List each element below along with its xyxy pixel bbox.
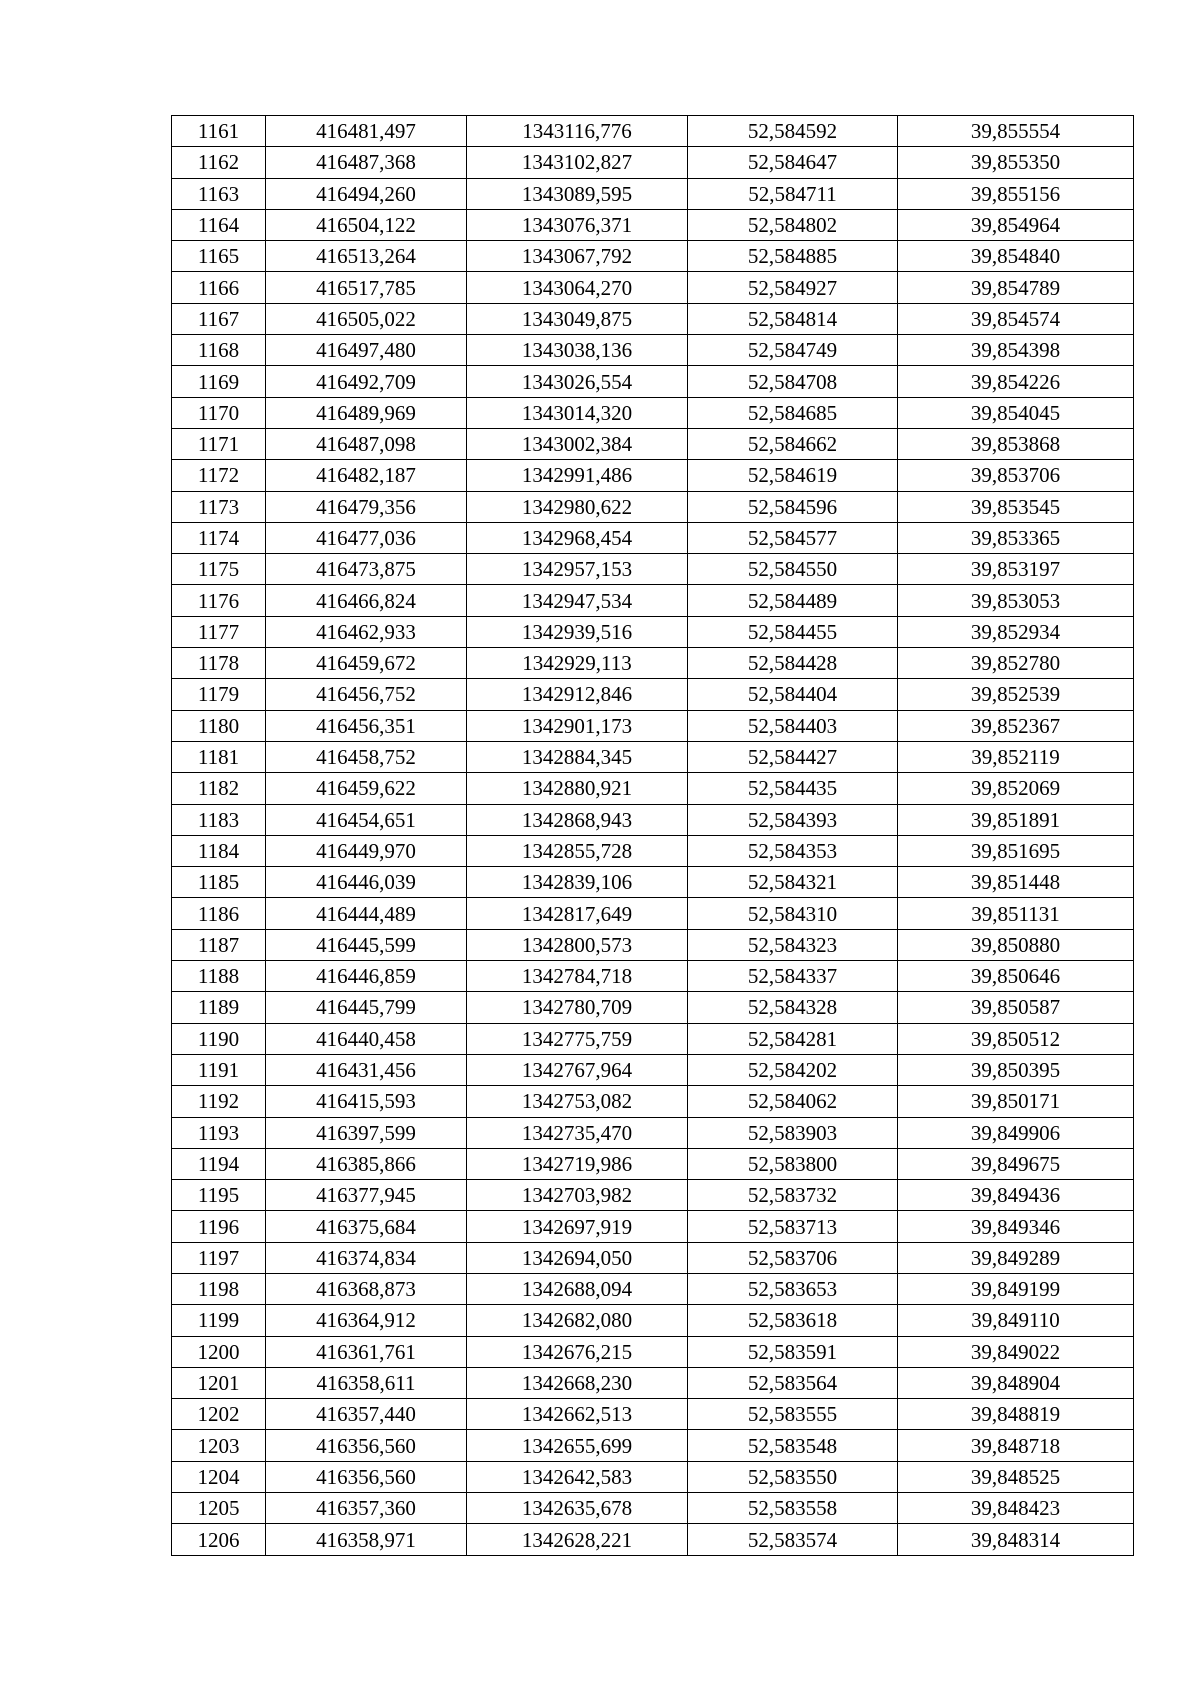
latitude-cell: 52,584927	[688, 272, 898, 303]
y-coordinate-cell: 1343064,270	[467, 272, 688, 303]
longitude-cell: 39,849289	[898, 1242, 1134, 1273]
y-coordinate-cell: 1343038,136	[467, 335, 688, 366]
x-coordinate-cell: 416444,489	[266, 898, 467, 929]
latitude-cell: 52,584393	[688, 804, 898, 835]
x-coordinate-cell: 416377,945	[266, 1180, 467, 1211]
latitude-cell: 52,583903	[688, 1117, 898, 1148]
longitude-cell: 39,849110	[898, 1305, 1134, 1336]
x-coordinate-cell: 416504,122	[266, 209, 467, 240]
y-coordinate-cell: 1342753,082	[467, 1086, 688, 1117]
y-coordinate-cell: 1342784,718	[467, 961, 688, 992]
latitude-cell: 52,583574	[688, 1524, 898, 1555]
longitude-cell: 39,853365	[898, 522, 1134, 553]
x-coordinate-cell: 416446,039	[266, 867, 467, 898]
x-coordinate-cell: 416492,709	[266, 366, 467, 397]
table-row	[172, 961, 1134, 992]
point-number-cell: 1185	[172, 867, 266, 898]
latitude-cell: 52,583550	[688, 1461, 898, 1492]
x-coordinate-cell: 416358,971	[266, 1524, 467, 1555]
longitude-cell: 39,854964	[898, 209, 1134, 240]
table-row	[172, 1242, 1134, 1273]
x-coordinate-cell: 416368,873	[266, 1273, 467, 1304]
point-number-cell: 1175	[172, 554, 266, 585]
longitude-cell: 39,854045	[898, 397, 1134, 428]
point-number-cell: 1200	[172, 1336, 266, 1367]
y-coordinate-cell: 1343076,371	[467, 209, 688, 240]
table-row	[172, 773, 1134, 804]
table-row	[172, 1305, 1134, 1336]
table-row	[172, 741, 1134, 772]
y-coordinate-cell: 1342947,534	[467, 585, 688, 616]
longitude-cell: 39,852539	[898, 679, 1134, 710]
table-row	[172, 1211, 1134, 1242]
y-coordinate-cell: 1342703,982	[467, 1180, 688, 1211]
latitude-cell: 52,583591	[688, 1336, 898, 1367]
point-number-cell: 1163	[172, 178, 266, 209]
y-coordinate-cell: 1342957,153	[467, 554, 688, 585]
latitude-cell: 52,584428	[688, 648, 898, 679]
point-number-cell: 1172	[172, 460, 266, 491]
point-number-cell: 1201	[172, 1367, 266, 1398]
x-coordinate-cell: 416489,969	[266, 397, 467, 428]
latitude-cell: 52,584550	[688, 554, 898, 585]
longitude-cell: 39,853868	[898, 428, 1134, 459]
longitude-cell: 39,849675	[898, 1148, 1134, 1179]
y-coordinate-cell: 1342880,921	[467, 773, 688, 804]
table-row	[172, 1023, 1134, 1054]
latitude-cell: 52,584708	[688, 366, 898, 397]
table-row	[172, 1367, 1134, 1398]
table-row	[172, 585, 1134, 616]
x-coordinate-cell: 416445,799	[266, 992, 467, 1023]
table-row	[172, 679, 1134, 710]
y-coordinate-cell: 1343116,776	[467, 116, 688, 147]
table-row	[172, 616, 1134, 647]
table-row	[172, 1117, 1134, 1148]
point-number-cell: 1174	[172, 522, 266, 553]
longitude-cell: 39,853706	[898, 460, 1134, 491]
x-coordinate-cell: 416479,356	[266, 491, 467, 522]
table-row	[172, 867, 1134, 898]
longitude-cell: 39,851695	[898, 835, 1134, 866]
point-number-cell: 1177	[172, 616, 266, 647]
longitude-cell: 39,850587	[898, 992, 1134, 1023]
latitude-cell: 52,584814	[688, 303, 898, 334]
point-number-cell: 1167	[172, 303, 266, 334]
y-coordinate-cell: 1342694,050	[467, 1242, 688, 1273]
y-coordinate-cell: 1342688,094	[467, 1273, 688, 1304]
y-coordinate-cell: 1343089,595	[467, 178, 688, 209]
longitude-cell: 39,849346	[898, 1211, 1134, 1242]
longitude-cell: 39,853197	[898, 554, 1134, 585]
longitude-cell: 39,855350	[898, 147, 1134, 178]
point-number-cell: 1194	[172, 1148, 266, 1179]
x-coordinate-cell: 416459,622	[266, 773, 467, 804]
latitude-cell: 52,584337	[688, 961, 898, 992]
point-number-cell: 1171	[172, 428, 266, 459]
table-row	[172, 1493, 1134, 1524]
point-number-cell: 1192	[172, 1086, 266, 1117]
point-number-cell: 1161	[172, 116, 266, 147]
y-coordinate-cell: 1343014,320	[467, 397, 688, 428]
y-coordinate-cell: 1342991,486	[467, 460, 688, 491]
x-coordinate-cell: 416459,672	[266, 648, 467, 679]
point-number-cell: 1173	[172, 491, 266, 522]
point-number-cell: 1190	[172, 1023, 266, 1054]
longitude-cell: 39,850512	[898, 1023, 1134, 1054]
longitude-cell: 39,852934	[898, 616, 1134, 647]
longitude-cell: 39,850880	[898, 929, 1134, 960]
table-row	[172, 804, 1134, 835]
longitude-cell: 39,854789	[898, 272, 1134, 303]
x-coordinate-cell: 416466,824	[266, 585, 467, 616]
y-coordinate-cell: 1342884,345	[467, 741, 688, 772]
latitude-cell: 52,584749	[688, 335, 898, 366]
x-coordinate-cell: 416445,599	[266, 929, 467, 960]
table-row	[172, 178, 1134, 209]
point-number-cell: 1197	[172, 1242, 266, 1273]
table-row	[172, 1399, 1134, 1430]
point-number-cell: 1189	[172, 992, 266, 1023]
table-row	[172, 1086, 1134, 1117]
point-number-cell: 1179	[172, 679, 266, 710]
x-coordinate-cell: 416487,368	[266, 147, 467, 178]
x-coordinate-cell: 416497,480	[266, 335, 467, 366]
latitude-cell: 52,583558	[688, 1493, 898, 1524]
point-number-cell: 1193	[172, 1117, 266, 1148]
latitude-cell: 52,583618	[688, 1305, 898, 1336]
point-number-cell: 1170	[172, 397, 266, 428]
y-coordinate-cell: 1342735,470	[467, 1117, 688, 1148]
latitude-cell: 52,584489	[688, 585, 898, 616]
x-coordinate-cell: 416415,593	[266, 1086, 467, 1117]
table-row	[172, 1054, 1134, 1085]
table-row	[172, 241, 1134, 272]
y-coordinate-cell: 1342719,986	[467, 1148, 688, 1179]
y-coordinate-cell: 1343026,554	[467, 366, 688, 397]
table-row	[172, 428, 1134, 459]
longitude-cell: 39,851448	[898, 867, 1134, 898]
x-coordinate-cell: 416487,098	[266, 428, 467, 459]
latitude-cell: 52,584404	[688, 679, 898, 710]
y-coordinate-cell: 1343049,875	[467, 303, 688, 334]
y-coordinate-cell: 1342968,454	[467, 522, 688, 553]
longitude-cell: 39,854398	[898, 335, 1134, 366]
longitude-cell: 39,850646	[898, 961, 1134, 992]
x-coordinate-cell: 416375,684	[266, 1211, 467, 1242]
table-row	[172, 366, 1134, 397]
table-row	[172, 522, 1134, 553]
x-coordinate-cell: 416374,834	[266, 1242, 467, 1273]
x-coordinate-cell: 416361,761	[266, 1336, 467, 1367]
point-number-cell: 1164	[172, 209, 266, 240]
x-coordinate-cell: 416397,599	[266, 1117, 467, 1148]
point-number-cell: 1196	[172, 1211, 266, 1242]
point-number-cell: 1191	[172, 1054, 266, 1085]
latitude-cell: 52,584596	[688, 491, 898, 522]
table-row	[172, 554, 1134, 585]
point-number-cell: 1162	[172, 147, 266, 178]
table-row	[172, 929, 1134, 960]
y-coordinate-cell: 1342697,919	[467, 1211, 688, 1242]
point-number-cell: 1180	[172, 710, 266, 741]
x-coordinate-cell: 416446,859	[266, 961, 467, 992]
y-coordinate-cell: 1342929,113	[467, 648, 688, 679]
latitude-cell: 52,583564	[688, 1367, 898, 1398]
latitude-cell: 52,584592	[688, 116, 898, 147]
table-row	[172, 1336, 1134, 1367]
latitude-cell: 52,584619	[688, 460, 898, 491]
y-coordinate-cell: 1342682,080	[467, 1305, 688, 1336]
latitude-cell: 52,584802	[688, 209, 898, 240]
longitude-cell: 39,851891	[898, 804, 1134, 835]
point-number-cell: 1202	[172, 1399, 266, 1430]
x-coordinate-cell: 416513,264	[266, 241, 467, 272]
point-number-cell: 1195	[172, 1180, 266, 1211]
latitude-cell: 52,583548	[688, 1430, 898, 1461]
table-row	[172, 648, 1134, 679]
y-coordinate-cell: 1342775,759	[467, 1023, 688, 1054]
latitude-cell: 52,584321	[688, 867, 898, 898]
table-row	[172, 460, 1134, 491]
y-coordinate-cell: 1342780,709	[467, 992, 688, 1023]
latitude-cell: 52,583800	[688, 1148, 898, 1179]
longitude-cell: 39,855156	[898, 178, 1134, 209]
latitude-cell: 52,584323	[688, 929, 898, 960]
table-row	[172, 1524, 1134, 1555]
table-row	[172, 1273, 1134, 1304]
table-row	[172, 491, 1134, 522]
x-coordinate-cell: 416477,036	[266, 522, 467, 553]
table-row	[172, 835, 1134, 866]
latitude-cell: 52,583732	[688, 1180, 898, 1211]
point-number-cell: 1198	[172, 1273, 266, 1304]
y-coordinate-cell: 1342901,173	[467, 710, 688, 741]
longitude-cell: 39,849199	[898, 1273, 1134, 1304]
point-number-cell: 1187	[172, 929, 266, 960]
table-row	[172, 1430, 1134, 1461]
x-coordinate-cell: 416440,458	[266, 1023, 467, 1054]
point-number-cell: 1181	[172, 741, 266, 772]
y-coordinate-cell: 1342912,846	[467, 679, 688, 710]
longitude-cell: 39,848718	[898, 1430, 1134, 1461]
table-row	[172, 710, 1134, 741]
latitude-cell: 52,584353	[688, 835, 898, 866]
x-coordinate-cell: 416517,785	[266, 272, 467, 303]
y-coordinate-cell: 1342635,678	[467, 1493, 688, 1524]
latitude-cell: 52,584455	[688, 616, 898, 647]
coordinates-table	[171, 115, 1134, 1556]
longitude-cell: 39,849022	[898, 1336, 1134, 1367]
table-row	[172, 272, 1134, 303]
latitude-cell: 52,584281	[688, 1023, 898, 1054]
longitude-cell: 39,853545	[898, 491, 1134, 522]
x-coordinate-cell: 416456,351	[266, 710, 467, 741]
y-coordinate-cell: 1342676,215	[467, 1336, 688, 1367]
y-coordinate-cell: 1342628,221	[467, 1524, 688, 1555]
y-coordinate-cell: 1342839,106	[467, 867, 688, 898]
point-number-cell: 1186	[172, 898, 266, 929]
x-coordinate-cell: 416456,752	[266, 679, 467, 710]
longitude-cell: 39,855554	[898, 116, 1134, 147]
x-coordinate-cell: 416356,560	[266, 1430, 467, 1461]
point-number-cell: 1199	[172, 1305, 266, 1336]
x-coordinate-cell: 416449,970	[266, 835, 467, 866]
longitude-cell: 39,848904	[898, 1367, 1134, 1398]
longitude-cell: 39,852119	[898, 741, 1134, 772]
y-coordinate-cell: 1343102,827	[467, 147, 688, 178]
table-row	[172, 1148, 1134, 1179]
y-coordinate-cell: 1342800,573	[467, 929, 688, 960]
latitude-cell: 52,584310	[688, 898, 898, 929]
y-coordinate-cell: 1342668,230	[467, 1367, 688, 1398]
latitude-cell: 52,584062	[688, 1086, 898, 1117]
latitude-cell: 52,583713	[688, 1211, 898, 1242]
latitude-cell: 52,584427	[688, 741, 898, 772]
longitude-cell: 39,850171	[898, 1086, 1134, 1117]
point-number-cell: 1188	[172, 961, 266, 992]
latitude-cell: 52,584662	[688, 428, 898, 459]
x-coordinate-cell: 416481,497	[266, 116, 467, 147]
y-coordinate-cell: 1342642,583	[467, 1461, 688, 1492]
longitude-cell: 39,849906	[898, 1117, 1134, 1148]
x-coordinate-cell: 416454,651	[266, 804, 467, 835]
table-row	[172, 303, 1134, 334]
longitude-cell: 39,850395	[898, 1054, 1134, 1085]
x-coordinate-cell: 416431,456	[266, 1054, 467, 1085]
y-coordinate-cell: 1342767,964	[467, 1054, 688, 1085]
longitude-cell: 39,852367	[898, 710, 1134, 741]
x-coordinate-cell: 416462,933	[266, 616, 467, 647]
latitude-cell: 52,583706	[688, 1242, 898, 1273]
longitude-cell: 39,853053	[898, 585, 1134, 616]
point-number-cell: 1206	[172, 1524, 266, 1555]
point-number-cell: 1165	[172, 241, 266, 272]
longitude-cell: 39,852069	[898, 773, 1134, 804]
x-coordinate-cell: 416473,875	[266, 554, 467, 585]
latitude-cell: 52,584885	[688, 241, 898, 272]
y-coordinate-cell: 1343002,384	[467, 428, 688, 459]
point-number-cell: 1204	[172, 1461, 266, 1492]
latitude-cell: 52,584328	[688, 992, 898, 1023]
table-row	[172, 116, 1134, 147]
x-coordinate-cell: 416357,360	[266, 1493, 467, 1524]
point-number-cell: 1169	[172, 366, 266, 397]
y-coordinate-cell: 1342817,649	[467, 898, 688, 929]
x-coordinate-cell: 416505,022	[266, 303, 467, 334]
x-coordinate-cell: 416356,560	[266, 1461, 467, 1492]
point-number-cell: 1168	[172, 335, 266, 366]
point-number-cell: 1166	[172, 272, 266, 303]
latitude-cell: 52,583555	[688, 1399, 898, 1430]
latitude-cell: 52,584202	[688, 1054, 898, 1085]
x-coordinate-cell: 416482,187	[266, 460, 467, 491]
y-coordinate-cell: 1342662,513	[467, 1399, 688, 1430]
longitude-cell: 39,854840	[898, 241, 1134, 272]
y-coordinate-cell: 1342855,728	[467, 835, 688, 866]
latitude-cell: 52,584577	[688, 522, 898, 553]
y-coordinate-cell: 1342980,622	[467, 491, 688, 522]
table-row	[172, 1461, 1134, 1492]
point-number-cell: 1203	[172, 1430, 266, 1461]
longitude-cell: 39,854574	[898, 303, 1134, 334]
table-row	[172, 397, 1134, 428]
coordinates-table-body	[172, 116, 1134, 1556]
longitude-cell: 39,848423	[898, 1493, 1134, 1524]
longitude-cell: 39,848525	[898, 1461, 1134, 1492]
longitude-cell: 39,849436	[898, 1180, 1134, 1211]
latitude-cell: 52,583653	[688, 1273, 898, 1304]
table-row	[172, 898, 1134, 929]
y-coordinate-cell: 1342939,516	[467, 616, 688, 647]
point-number-cell: 1176	[172, 585, 266, 616]
point-number-cell: 1183	[172, 804, 266, 835]
latitude-cell: 52,584685	[688, 397, 898, 428]
x-coordinate-cell: 416357,440	[266, 1399, 467, 1430]
longitude-cell: 39,851131	[898, 898, 1134, 929]
longitude-cell: 39,848314	[898, 1524, 1134, 1555]
point-number-cell: 1184	[172, 835, 266, 866]
latitude-cell: 52,584711	[688, 178, 898, 209]
y-coordinate-cell: 1343067,792	[467, 241, 688, 272]
x-coordinate-cell: 416364,912	[266, 1305, 467, 1336]
longitude-cell: 39,854226	[898, 366, 1134, 397]
point-number-cell: 1178	[172, 648, 266, 679]
table-row	[172, 1180, 1134, 1211]
latitude-cell: 52,584403	[688, 710, 898, 741]
table-row	[172, 209, 1134, 240]
table-row	[172, 147, 1134, 178]
y-coordinate-cell: 1342655,699	[467, 1430, 688, 1461]
latitude-cell: 52,584647	[688, 147, 898, 178]
table-row	[172, 992, 1134, 1023]
x-coordinate-cell: 416358,611	[266, 1367, 467, 1398]
x-coordinate-cell: 416458,752	[266, 741, 467, 772]
point-number-cell: 1205	[172, 1493, 266, 1524]
latitude-cell: 52,584435	[688, 773, 898, 804]
y-coordinate-cell: 1342868,943	[467, 804, 688, 835]
x-coordinate-cell: 416385,866	[266, 1148, 467, 1179]
point-number-cell: 1182	[172, 773, 266, 804]
table-row	[172, 335, 1134, 366]
x-coordinate-cell: 416494,260	[266, 178, 467, 209]
longitude-cell: 39,848819	[898, 1399, 1134, 1430]
longitude-cell: 39,852780	[898, 648, 1134, 679]
